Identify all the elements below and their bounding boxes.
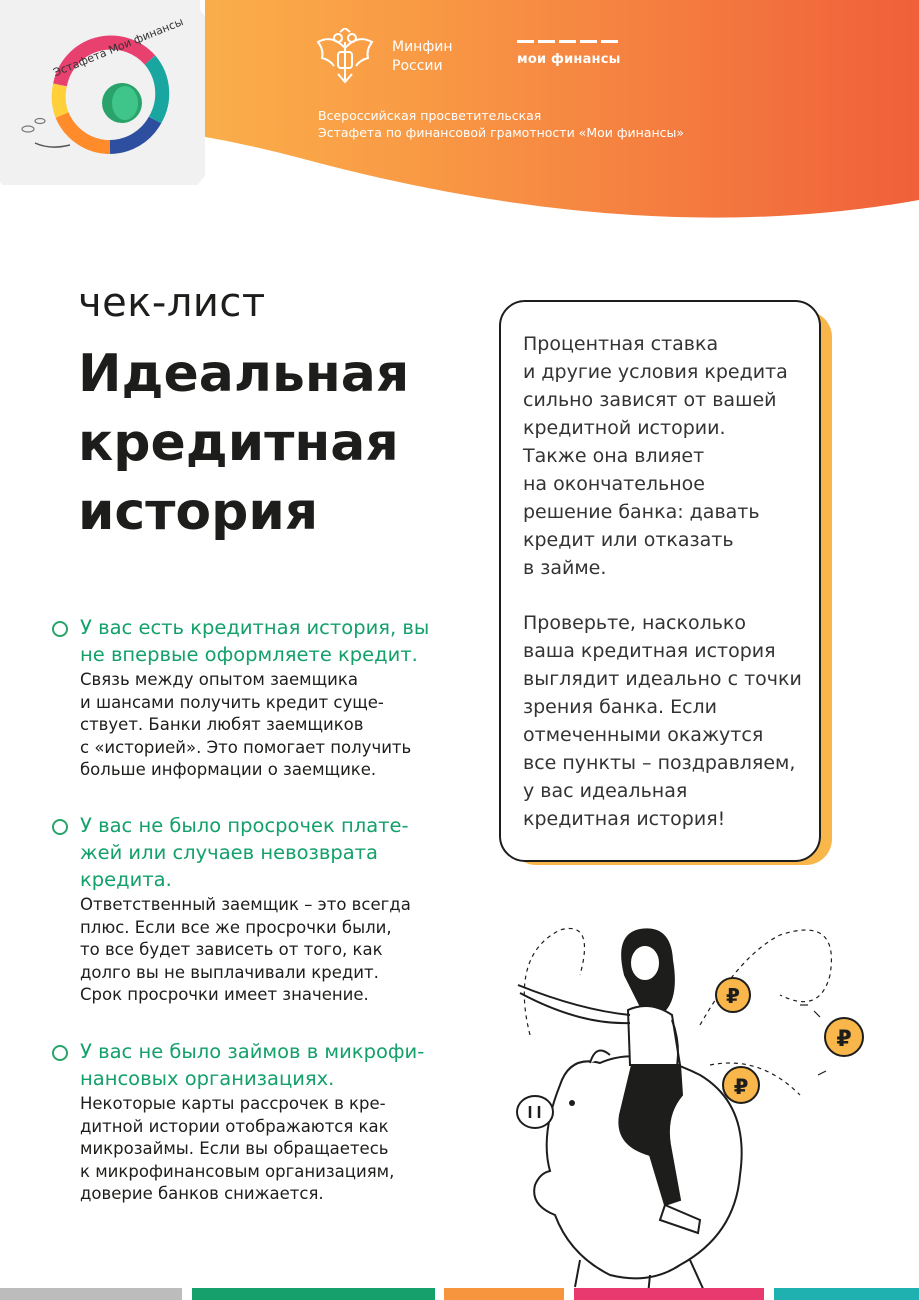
title-line: кредитная: [78, 413, 399, 473]
info-line: Также она влияет: [523, 445, 705, 467]
title-line: история: [78, 482, 319, 542]
girl-on-piggy-bank-illustration: [500, 915, 880, 1295]
footer-bar-teal: [774, 1288, 919, 1300]
info-line: сильно зависят от вашей: [523, 389, 777, 411]
heading-line: не впервые оформляете кредит.: [80, 643, 418, 666]
checkbox-circle[interactable]: [52, 1045, 68, 1061]
estafeta-caption: [318, 107, 684, 141]
checkbox-circle[interactable]: [52, 819, 68, 835]
title-line: Идеальная: [78, 344, 410, 404]
estafeta-logo: [0, 0, 205, 185]
moi-finansy-logo: [517, 40, 621, 67]
ruble-coin-icon: [825, 1018, 863, 1056]
info-paragraph: [523, 609, 809, 833]
logo-arc-text: Эстафета Мои финансы: [51, 15, 186, 80]
info-line: Проверьте, насколько: [523, 612, 747, 634]
checklist-body: [80, 1093, 462, 1206]
coin-symbol: ₽: [733, 1075, 749, 1099]
body-line: микрозаймы. Если вы обращаетесь: [80, 1139, 389, 1158]
info-paragraph: [523, 330, 809, 582]
checkbox-circle[interactable]: [52, 621, 68, 637]
info-line: и другие условия кредита: [523, 361, 788, 383]
footer-bar-orange: [444, 1288, 564, 1300]
checklist-heading: [80, 614, 462, 668]
body-line: то все будет зависеть от того, как: [80, 940, 383, 959]
info-line: кредитной истории.: [523, 417, 726, 439]
checklist-heading: [80, 812, 462, 893]
moi-finansy-text: мои финансы: [517, 52, 621, 67]
checklist-item: [52, 614, 462, 782]
checklist-item: [52, 1038, 462, 1206]
body-line: с «историей». Это помогает получить: [80, 737, 412, 757]
body-line: Срок просрочки имеет значение.: [80, 985, 369, 1004]
heading-line: У вас есть кредитная история, вы: [80, 616, 430, 639]
body-line: дитной истории отображаются как: [80, 1116, 389, 1136]
info-box: [499, 300, 821, 862]
info-line: решение банка: давать: [523, 501, 760, 523]
estafeta-line2: Эстафета по финансовой грамотности «Мои финансы»: [318, 125, 685, 140]
body-line: долго вы не выплачивали кредит.: [80, 962, 379, 982]
body-line: плюс. Если все же просрочки были,: [80, 917, 392, 937]
coin-symbol: ₽: [726, 984, 740, 1008]
info-line: отмеченными окажутся: [523, 724, 764, 746]
heading-line: нансовых организациях.: [80, 1067, 335, 1090]
info-line: ваша кредитная история: [523, 640, 776, 662]
moi-finansy-bars: [517, 40, 621, 43]
body-line: больше информации о заемщике.: [80, 760, 377, 779]
body-line: и шансами получить кредит суще-: [80, 692, 384, 712]
checklist-heading: [80, 1038, 462, 1092]
body-line: Некоторые карты рассрочек в кре-: [80, 1094, 386, 1113]
coin-symbol: ₽: [836, 1027, 852, 1052]
heading-line: У вас не было займов в микрофи-: [80, 1040, 425, 1063]
minfin-line1: Минфин: [392, 39, 453, 55]
heading-line: У вас не было просрочек плате-: [80, 814, 409, 837]
info-line: у вас идеальная: [523, 780, 688, 802]
footer-bar-gray: [0, 1288, 182, 1300]
minfin-line2: России: [392, 58, 443, 74]
body-line: ствует. Банки любят заемщиков: [80, 715, 364, 734]
ruble-coin-icon: [716, 978, 750, 1012]
estafeta-line1: Всероссийская просветительская: [318, 108, 542, 123]
body-line: доверие банков снижается.: [80, 1184, 324, 1203]
ruble-coin-icon: [723, 1067, 759, 1103]
info-line: Процентная ставка: [523, 333, 719, 355]
body-line: Ответственный заемщик – это всегда: [80, 895, 411, 914]
checklist-body: [80, 669, 462, 782]
info-line: кредитная история!: [523, 808, 726, 830]
eagle-emblem-icon: [314, 28, 376, 86]
checklist-body: [80, 894, 462, 1007]
page-title: [78, 340, 409, 547]
body-line: Связь между опытом заемщика: [80, 670, 358, 689]
info-line: все пункты – поздравляем,: [523, 752, 796, 774]
heading-line: жей или случаев невозврата: [80, 841, 378, 864]
checklist-item: [52, 812, 462, 1007]
info-line: зрения банка. Если: [523, 696, 718, 718]
minfin-label: [392, 38, 453, 76]
heading-line: кредита.: [80, 868, 172, 891]
footer-bar-pink: [574, 1288, 764, 1300]
info-line: кредит или отказать: [523, 529, 734, 551]
info-line: на окончательное: [523, 473, 705, 495]
body-line: к микрофинансовым организациям,: [80, 1161, 395, 1181]
doc-type-label: чек-лист: [78, 280, 266, 326]
footer-bar-green: [192, 1288, 435, 1300]
info-line: в займе.: [523, 557, 607, 579]
info-line: выглядит идеально с точки: [523, 668, 802, 690]
